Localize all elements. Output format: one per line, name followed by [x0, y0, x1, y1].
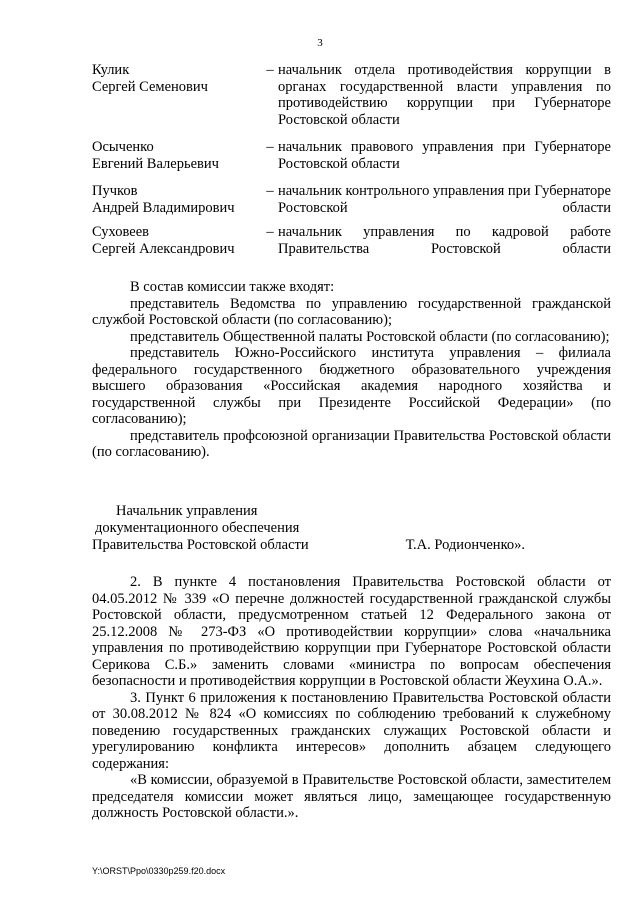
composition-item: представитель Южно-Российского института управления – филиала федерального государственного бюджетного образовательного учреждения высшего образования «Российская академия народного хозяйства и государственной службы при Президенте Российской Федерации» (по согласованию);: [92, 345, 611, 427]
composition-item: представитель Общественной палаты Ростовской области (по согласованию);: [130, 328, 610, 345]
member-name: [92, 224, 262, 257]
member-surname: Кулик: [92, 62, 130, 78]
member-row: [92, 183, 611, 216]
member-dash: –: [266, 62, 274, 78]
member-given-names: Сергей Семенович: [92, 78, 208, 95]
amendment-paragraph: 3. Пункт 6 приложения к постановлению Правительства Ростовской области от 30.08.2012 № 824 «О комиссиях по соблюдению требований к служебному поведению государственных гражданских служащих Ростовской области и урегулированию конфликта интересов» дополнить абзацем следующего содержания:: [92, 689, 611, 772]
amendment-paragraph: «В комиссии, образуемой в Правительстве Ростовской области, заместителем председателя комиссии может являться лицо, замещающее государственную должность Ростовской области.».: [92, 772, 611, 821]
member-name: [92, 62, 262, 128]
composition-section: [92, 279, 611, 461]
member-given-names: Сергей Александрович: [92, 240, 235, 257]
page-number: 3: [317, 37, 323, 49]
member-given-names: Андрей Владимирович: [92, 199, 235, 216]
member-row: [92, 62, 611, 128]
signature-title-line: Начальник управления: [116, 503, 258, 519]
member-given-names: Евгений Валерьевич: [92, 155, 219, 172]
signature-block: [92, 503, 611, 554]
members-list: [92, 62, 611, 257]
file-path-footer: Y:\ORST\Ppo\0330p259.f20.docx: [92, 866, 226, 876]
composition-item: представитель Ведомства по управлению государственной гражданской службой Ростовской области (по согласованию);: [92, 295, 611, 328]
member-dash: –: [266, 139, 274, 155]
composition-intro: В состав комиссии также входят:: [130, 279, 335, 295]
member-row: [92, 139, 611, 172]
member-role: начальник контрольного управления при Губернаторе Ростовской области: [278, 183, 611, 216]
member-row: [92, 224, 611, 257]
member-dash: –: [266, 224, 274, 240]
member-role: начальник правового управления при Губернаторе Ростовской области: [278, 139, 611, 172]
member-surname: Суховеев: [92, 224, 149, 240]
amendments-section: [92, 574, 611, 822]
member-dash: –: [266, 183, 274, 199]
signature-title-line: документационного обеспечения: [95, 520, 300, 536]
signature-row: [92, 537, 611, 554]
amendment-paragraph: 2. В пункте 4 постановления Правительства Ростовской области от 04.05.2012 № 339 «О перечне должностей государственной гражданской службы Ростовской области, предусмотренном статьей 12 Федерального закона от 25.12.2008 № 273-ФЗ «О противодействии коррупции» слова «начальника управления по противодействию коррупции при Губернаторе Ростовской области Серикова С.Б.» заменить словами «министра по вопросам обеспечения безопасности и противодействия коррупции в Ростовской области Жеухина О.А.».: [92, 574, 611, 689]
member-surname: Пучков: [92, 183, 138, 199]
signature-name: Т.А. Родионченко».: [405, 537, 525, 553]
signature-title-line: Правительства Ростовской области: [92, 537, 309, 553]
composition-item: представитель профсоюзной организации Правительства Ростовской области (по согласованию).: [92, 427, 611, 460]
member-surname: Осыченко: [92, 139, 154, 155]
member-role: начальник отдела противодействия коррупции в органах государственной власти управления по противодействию коррупции при Губернаторе Ростовской области: [278, 62, 611, 128]
member-name: [92, 183, 262, 216]
member-name: [92, 139, 262, 172]
member-role: начальник управления по кадровой работе Правительства Ростовской области: [278, 224, 611, 257]
